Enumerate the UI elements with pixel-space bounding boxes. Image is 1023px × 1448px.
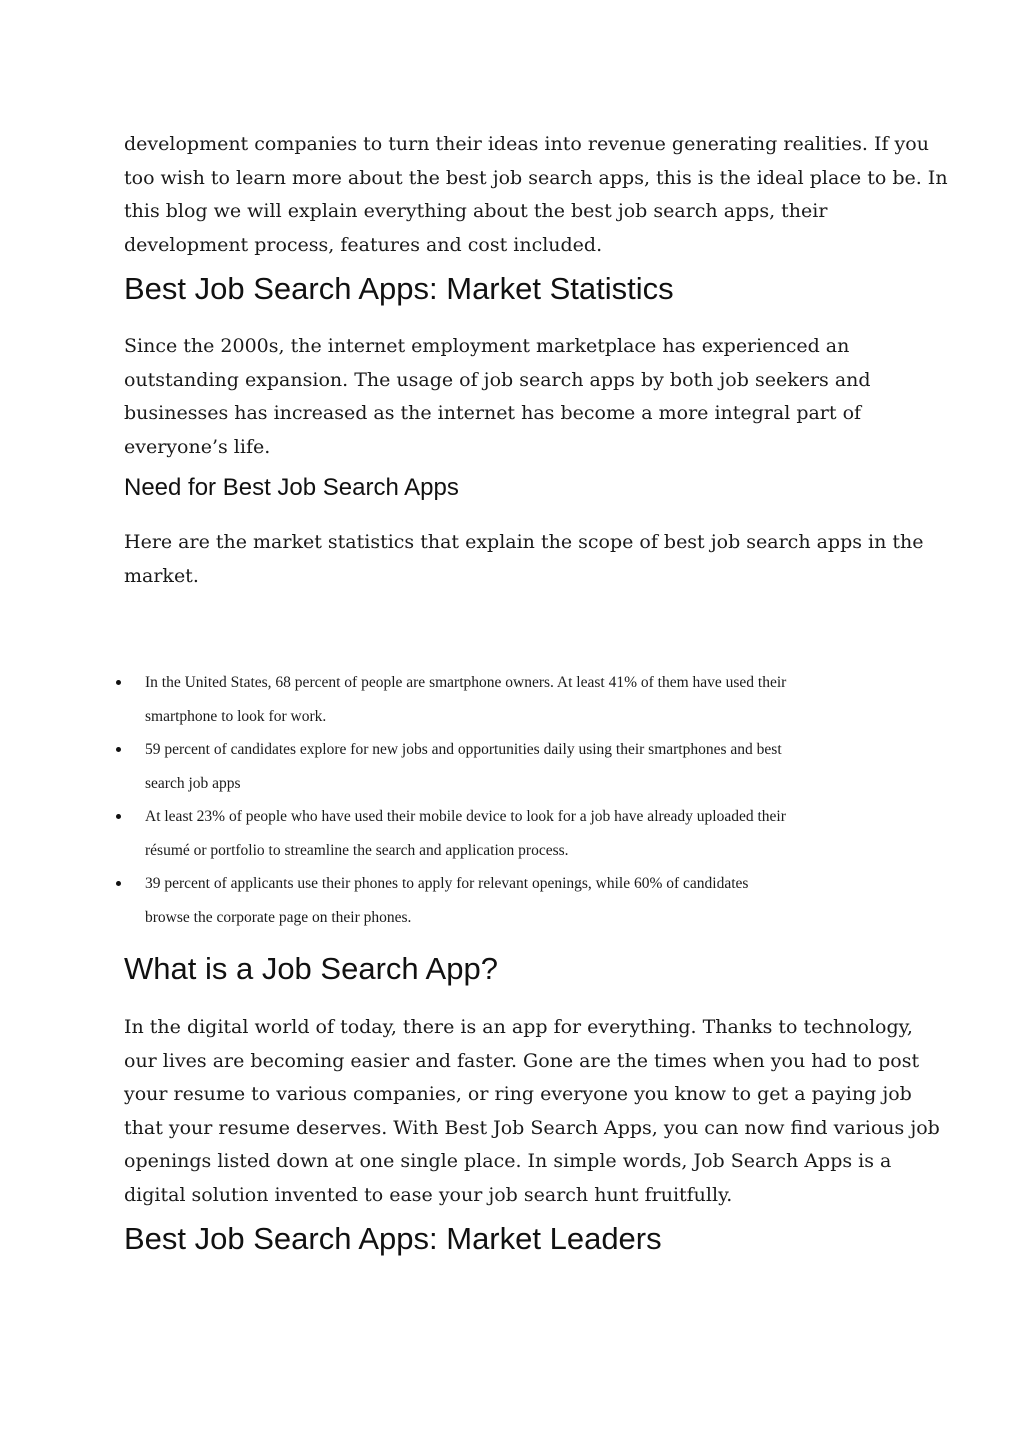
list-item-line: At least 23% of people who have used their mobile device to look for a job have already uploaded their — [145, 808, 786, 825]
market-statistics-paragraph — [124, 330, 904, 464]
list-item-line: smartphone to look for work. — [145, 707, 327, 725]
paragraph-line: our lives are becoming easier and faster. Gone are the times when you had to post — [124, 1049, 920, 1072]
paragraph-line: that your resume deserves. With Best Job Search Apps, you can now find various job — [124, 1116, 940, 1139]
intro-line: this blog we will explain everything about the best job search apps, their — [124, 200, 828, 222]
intro-paragraph — [124, 128, 948, 262]
intro-line: development companies to turn their ideas into revenue generating realities. If you — [124, 133, 929, 155]
list-item — [112, 867, 912, 934]
bullet-icon — [116, 747, 121, 752]
list-item — [112, 666, 912, 733]
paragraph-line: digital solution invented to ease your job search hunt fruitfully. — [124, 1183, 733, 1206]
intro-line: development process, features and cost included. — [124, 233, 603, 256]
list-item-line: search job apps — [145, 774, 241, 792]
paragraph-line: In the digital world of today, there is an app for everything. Thanks to technology, — [124, 1016, 913, 1038]
heading-market-statistics: Best Job Search Apps: Market Statistics — [124, 271, 674, 306]
paragraph-line: openings listed down at one single place. In simple words, Job Search Apps is a — [124, 1150, 892, 1172]
list-item-line: 39 percent of applicants use their phones to apply for relevant openings, while 60% of candidates — [145, 875, 749, 892]
paragraph-line: businesses has increased as the internet has become a more integral part of — [124, 402, 862, 424]
paragraph-line: Here are the market statistics that explain the scope of best job search apps in the — [124, 531, 924, 553]
list-item-line: browse the corporate page on their phones. — [145, 908, 412, 926]
what-is-paragraph — [124, 1011, 940, 1212]
paragraph-line: Since the 2000s, the internet employment marketplace has experienced an — [124, 335, 850, 357]
bullet-icon — [116, 680, 121, 685]
list-item-line: In the United States, 68 percent of people are smartphone owners. At least 41% of them have used their — [145, 674, 787, 691]
paragraph-line: everyone’s life. — [124, 435, 271, 458]
list-item-line: 59 percent of candidates explore for new jobs and opportunities daily using their smartphones and best — [145, 741, 782, 758]
bullet-icon — [116, 881, 121, 886]
intro-line: too wish to learn more about the best job search apps, this is the ideal place to be. In — [124, 166, 948, 189]
statistics-list — [112, 666, 912, 934]
need-paragraph — [124, 526, 924, 593]
heading-need-for-apps: Need for Best Job Search Apps — [124, 474, 459, 501]
list-item-line: résumé or portfolio to streamline the search and application process. — [145, 841, 569, 859]
heading-market-leaders: Best Job Search Apps: Market Leaders — [124, 1221, 662, 1256]
heading-what-is-job-search-app: What is a Job Search App? — [124, 951, 498, 986]
list-item — [112, 800, 912, 867]
bullet-icon — [116, 814, 121, 819]
paragraph-line: outstanding expansion. The usage of job search apps by both job seekers and — [124, 368, 871, 391]
paragraph-line: your resume to various companies, or ring everyone you know to get a paying job — [124, 1083, 912, 1105]
paragraph-line: market. — [124, 564, 199, 587]
list-item — [112, 733, 912, 800]
